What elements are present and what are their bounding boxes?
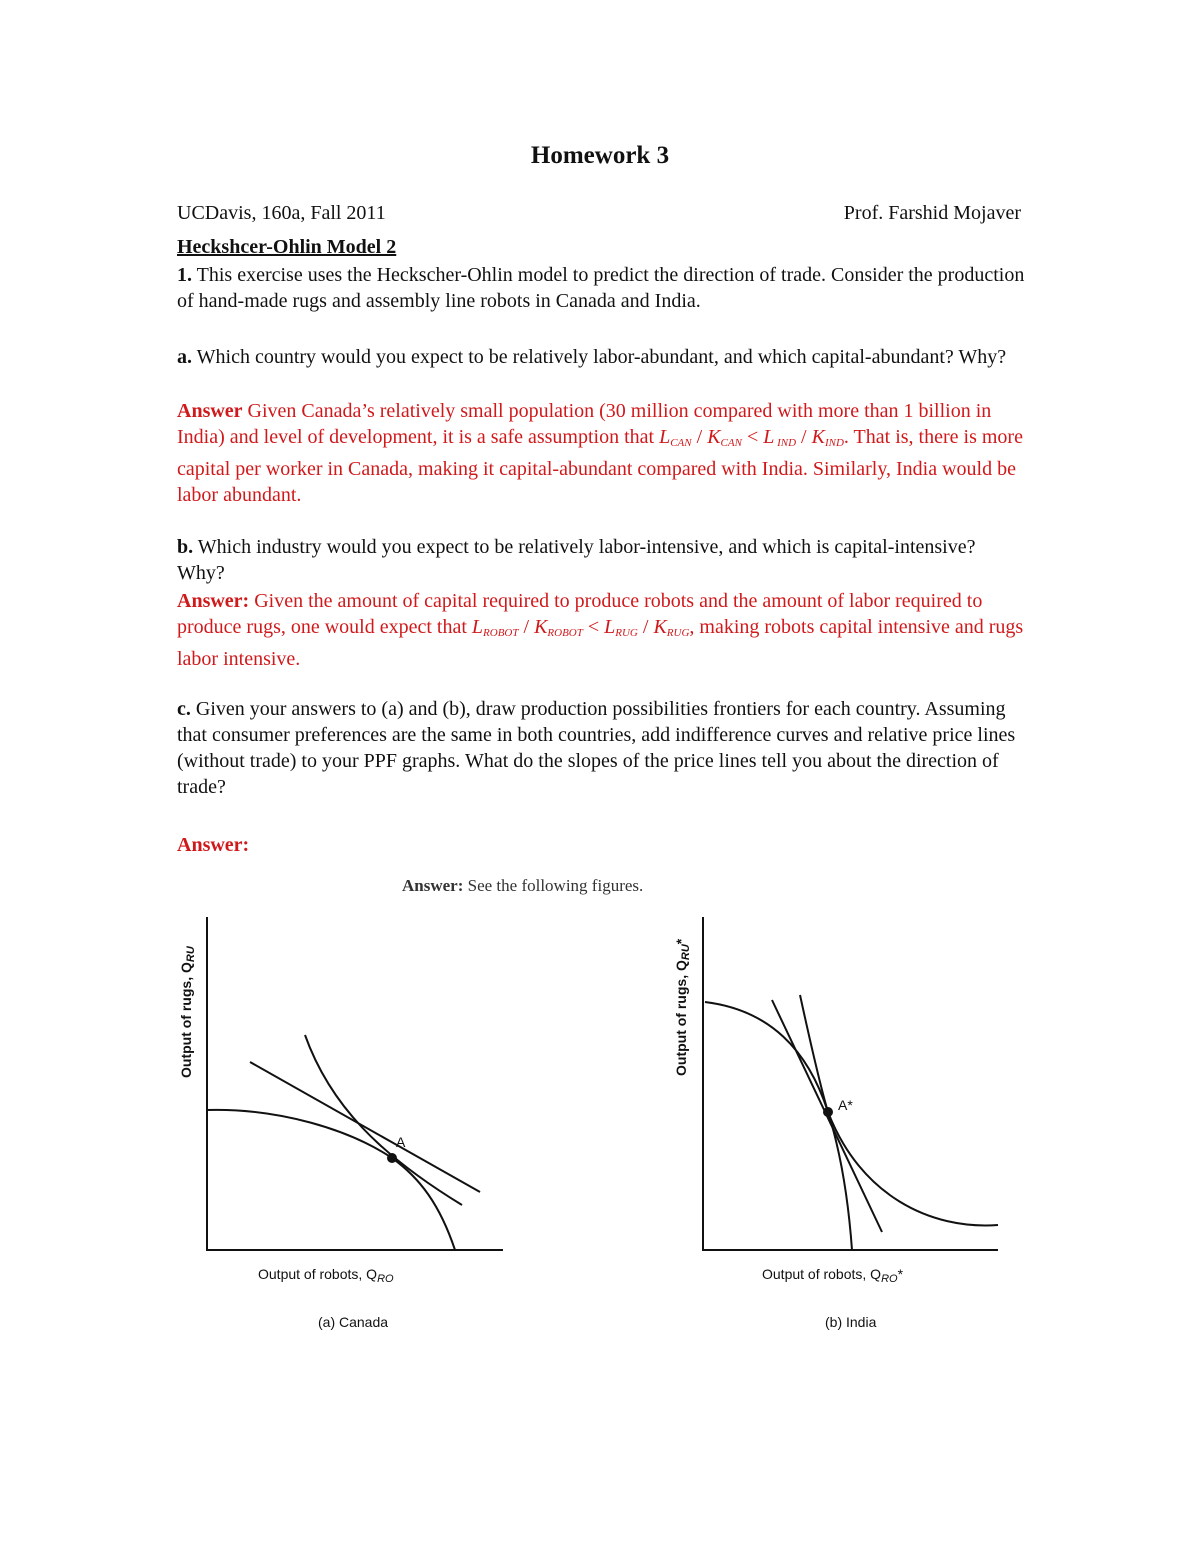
question-number: 1.	[177, 264, 192, 286]
canada-price-line	[250, 1062, 480, 1192]
canada-point-a	[387, 1153, 397, 1163]
figures-intro-label: Answer:	[402, 876, 464, 895]
part-a-text: Which country would you expect to be relatively labor-abundant, and which capital-abundant? Why?	[196, 346, 1007, 368]
part-b-text: Which industry would you expect to be relatively labor-intensive, and which is capital-intensive? Why?	[177, 536, 976, 584]
answer-b-label: Answer:	[177, 590, 250, 612]
india-indifference-curve	[800, 995, 852, 1250]
part-b-label: b.	[177, 536, 194, 558]
question-intro-text: This exercise uses the Heckscher-Ohlin model to predict the direction of trade. Consider the production of hand-made rugs and assembly line robots in Canada and India.	[177, 264, 1025, 312]
india-axes	[703, 917, 998, 1250]
answer-a-text-2: That is, there is more capital per worker in Canada, making it capital-abundant compared with India. Similarly, India would be labor abundant.	[177, 426, 1023, 506]
canada-caption: (a) Canada	[318, 1314, 389, 1330]
answer-a-label: Answer	[177, 400, 243, 422]
india-y-axis-label: Output of rugs, $Q_{RU}*$	[673, 938, 692, 1076]
canada-y-axis	[207, 917, 503, 1250]
part-c-label: c.	[177, 698, 191, 720]
figures-intro-text: See the following figures.	[467, 876, 644, 895]
page-title: Homework 3	[530, 142, 670, 169]
canada-point-label: A	[396, 1134, 406, 1150]
answer-b-formula: $L_{ROBOT} / K_{ROBOT} < L_{RUG} / K_{RUG}$,	[471, 616, 695, 639]
answer-b-text-1: Given the amount of capital required to produce robots and the amount of labor required to produce rugs, one would expect that	[177, 590, 983, 638]
part-a-label: a.	[177, 346, 192, 368]
answer-a-formula: $L_{CAN} / K_{CAN} < L$ $_{IND} / K_{IND}$.	[659, 426, 849, 449]
india-ppf-curve	[705, 1002, 998, 1225]
india-point-label: A*	[838, 1097, 853, 1113]
canada-ppf-curve	[207, 1110, 455, 1250]
india-caption: (b) India	[825, 1314, 877, 1330]
course-info: UCDavis, 160a, Fall 2011	[177, 202, 386, 224]
part-c-text: Given your answers to (a) and (b), draw production possibilities frontiers for each country. Assuming that consumer preferences are the same in both countries, add indifference curves and relative price lines (without trade) to your PPF graphs. What do the slopes of the price lines tell you about the direction of trade?	[177, 698, 1016, 798]
answer-a-text-1: Given Canada’s relatively small population (30 million compared with more than 1 billion in India) and level of development, it is a safe assumption that	[177, 400, 992, 448]
answer-b-text-2: making robots capital intensive and rugs labor intensive.	[177, 616, 1024, 670]
canada-x-axis-label: Output of robots, $Q_{RO}$	[258, 1266, 394, 1285]
section-title: Heckshcer-Ohlin Model 2	[177, 236, 397, 258]
india-x-axis-label: Output of robots, $Q_{RO}*$	[762, 1266, 904, 1285]
canada-y-axis-label: Output of rugs, $Q_{RU}$	[178, 946, 197, 1078]
india-point-a-star	[823, 1107, 833, 1117]
canada-indifference-curve	[305, 1035, 462, 1205]
answer-c-label: Answer:	[177, 834, 250, 856]
professor-name: Prof. Farshid Mojaver	[843, 202, 1021, 224]
